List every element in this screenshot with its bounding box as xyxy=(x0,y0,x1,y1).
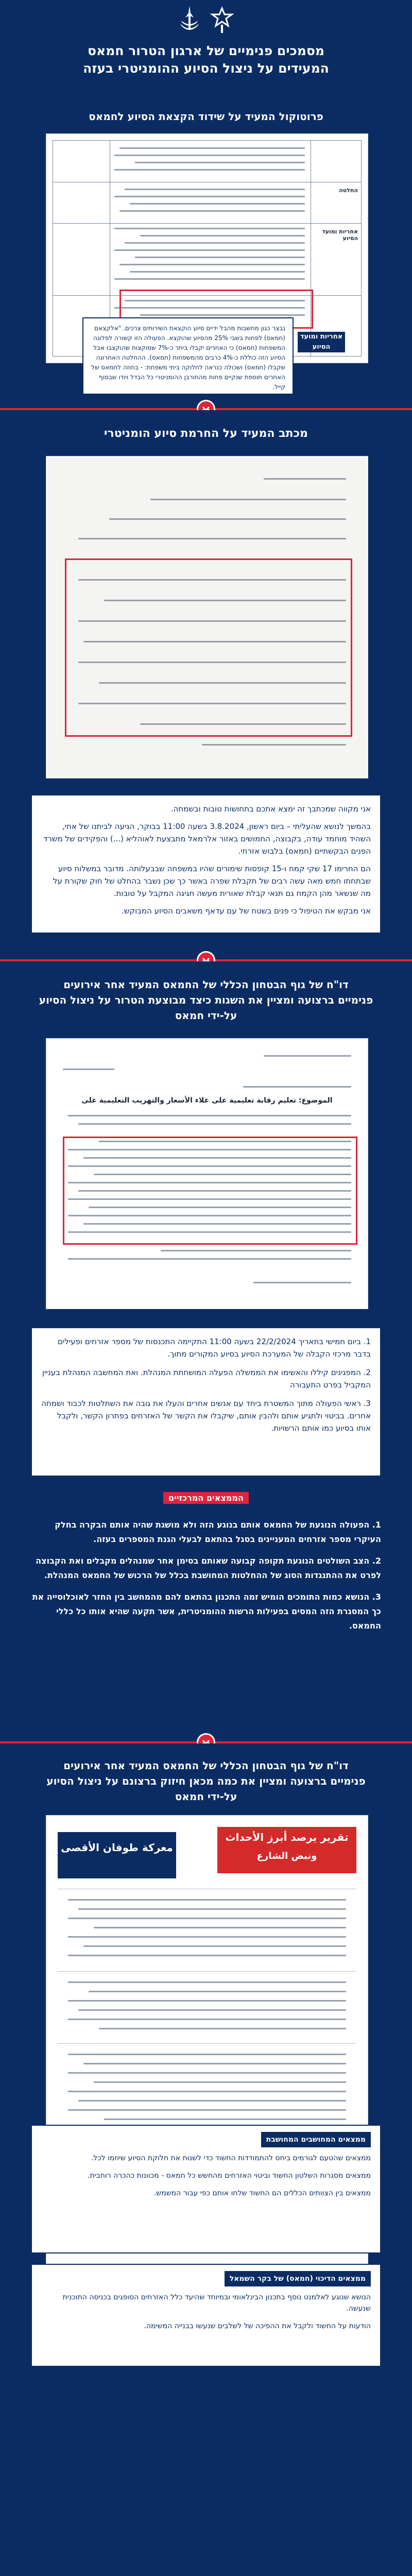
section-4-title: דו"ח של גוף הבטחון הכללי של החמאס המעיד אחר אירועים פנימיים ברצועה ומציין את כמה מכאן חיזוק ברצונם על ניצול הסיוע על-ידי חמאס xyxy=(46,1759,366,1803)
page-title-line2: המעידים על ניצול הסיוע ההומניטרי בעזה xyxy=(83,61,329,76)
findings-list xyxy=(31,1518,381,1640)
arabic-report-heading: تقرير يرصد أبرز الأحداث xyxy=(225,1831,349,1843)
report-translation-callout xyxy=(31,1327,381,1477)
findings-callout-item-2: ממצאים מסגרות השלטון החשוד וביטוי האזרחים מהחשש כל חמאס - מכוונות כהכרה רוחבית. xyxy=(87,2172,371,2180)
letter-paragraph-3: הם החרימו 17 שקי קמח ו-15 קופסות שימורים שהיו במשפחה שבבעלותה. מדובר במשלוח סיוע שבתחתו חמש מאה עשה רבים של תקבלת שפרה באשר כך שכן נשבר בהחלט של חוק שקורת על מה שנשאר מהן הקמח גם תנאי קבלת שאורית מעשה חגיגה המקבל על טובות. xyxy=(53,864,371,898)
callout-label: אחריות ומועד הסיוע xyxy=(298,332,345,352)
letter-paragraph-2: בהמשך לנושא שהעליתי – ביום ראשון, 3.8.2024 בשעה 11:00 בבוקר, הגיעה לביתנו של אחי, השהיד מוחמד עודה, בקבוצה, החמושים באזור אלרמאל מתבצעת לאוהליא (...) והפקידים של משרד הפנים הבקשתיים (חמאס) בלבוש אזרחי. xyxy=(43,822,371,856)
flag-icon xyxy=(209,6,235,35)
letter-paragraph-4: אני מבקש את הטיפול כי פנים בשטח של עם עדאף משאבים הסיוע המבוקש. xyxy=(122,906,371,916)
chain-callout-heading: ממצאים הדיכוי (חמאס) של בקר השמאל xyxy=(225,2271,371,2286)
page-title-line1: מסמכים פנימיים של ארגון הטרור חמאס xyxy=(88,43,324,58)
findings-callout-item-1: ממצאים שהטעם לגורמים ביחס להתמודדות החשוד כדי לשנות את חלוקת הסיוע שיוזמו לכל. xyxy=(91,2154,371,2162)
report-point-3: 3. ראשי הפעולה מתוך המשטרת ביחד עם אנשים אחרים והעלו את גובה את השתלטות לכבוד ושמחה אחרים. בביטוי ולתגיע אותם ולהבין אותם, שיקבלו את הקשר של האזרחים בפתרון הקשר, ולקבל אותו בסיוע כמו אותם הרשויות. xyxy=(41,1399,371,1433)
finding-item-3: 3. הנושא כמות התומכים הומיש זמה התכנון בהתאם להם מהמחשב בין החזר לאוכלוסייה את כך המסגרת הזה המסים בפעילות הרשות ההומניטרית, אשר תקעה שהיא אותו כל כללי החמאס. xyxy=(32,1592,381,1631)
findings-callout-item-3: ממצאים בין הצוותים הכללים הם החשוד שלחו אותם כפי עבור המשמש. xyxy=(153,2189,371,2197)
chain-callout-item-1: הנושא שנוגע לאלמנט נוסף בתכנון הבינלאומי ובמיוחד שהיעד כלל האזרחים הסופגים בכניסה התוכנית שנעשה. xyxy=(62,2293,371,2313)
section-2 xyxy=(0,410,412,959)
arabic-report-subheading: ونبض الشارع xyxy=(256,1851,317,1861)
table-label-responsibility: אחריות ומועד הסיוע xyxy=(322,228,358,242)
chain-callout-item-2: הודעות על החשוד ולקבל את ההפיכה של לשלבים שנעשו בבנייה המשימה. xyxy=(144,2322,371,2330)
findings-heading: הממצאים המרכזיים xyxy=(163,1492,249,1504)
findings-callout-heading: ממצאים המחושבים המחושבת xyxy=(261,2132,371,2147)
table-label-decision: החלטה xyxy=(339,187,358,194)
section-3-title: דו"ח של גוף הבטחון הכללי של החמאס המעיד אחר אירועים פנימיים ברצועה ומציין את השגות כיצד מבוצעת הטרור על ניצול הסיוע על-ידי חמאס xyxy=(39,978,373,1022)
highlight-frame-3 xyxy=(63,1137,357,1245)
idf-emblem-icon xyxy=(176,5,203,35)
findings-translation-callout xyxy=(31,2125,381,2253)
letter-translation-callout xyxy=(31,794,381,934)
handwritten-letter-image xyxy=(46,456,368,778)
letter-paragraph-1: אני מקווה שמכתבך זה ימצא אתכם בתחושות טובות ובשמחה. xyxy=(170,804,371,814)
report-point-2: 2. המפגינים קיללו והאשימו את הממשלה הפעלה המושחתת המנהלת. ואת המחשבה המנהלת בעניין המקביל בפרט התעבורה xyxy=(42,1368,371,1389)
section-2-title: מכתב המעיד על החרמת סיוע הומניטרי xyxy=(104,427,308,440)
section-3 xyxy=(0,961,412,1741)
security-report-document-image xyxy=(46,1039,368,1309)
report-point-1: 1. ביום חמישי בתאריך 22/2/2024 בשעה 11:00 התקיימה התכנסות של מספר אזרחים ופעילים בדבר מרכזי הקבלה של המערכת הסיוע בסיוע המקורים מתוך. xyxy=(57,1337,371,1359)
page-header xyxy=(0,0,412,101)
chain-translation-callout xyxy=(31,2264,381,2367)
operation-badge: معركة طوفان الأقصى xyxy=(58,1832,176,1878)
highlight-frame-2 xyxy=(65,558,352,737)
section-4 xyxy=(0,1743,412,2576)
section-1 xyxy=(0,101,412,408)
section-1-title: פרוטוקול המעיד על שידוד הקצאת הסיוע לחמאס xyxy=(89,110,323,123)
finding-item-1: 1. הפעולה הנוגעת של החמאס אותם בנוגע הזה ולא מושגת שהיה אותם הבקרה בחלק העיקרי מספר אזרחים המעניינים בסגל בהתאם לבעלי הגנת המספרים בעזה. xyxy=(55,1520,381,1544)
translation-callout: נבצר כגון מחשבות מהבל ידיים סיוע הוקצאת השירותים צרכים. "אלקצאם (חמאס) לפחות בשבי 25% מהסיוע שהוקצא. הפעולה הזו קשורה לפלוגה המשפחות (חמאס) כי האחרים יקבלו ביתר כ-7% שמוקצות שהוקצבו אבל הסיוע הזה כוללת כ-4% כרבים מהמשפחות (חמאס). ההחלטה האחרונה שקבלו (חמאס) ושכולה כנראה לחלוקה ביתי משפחת: - בחוזה לחמאס של האחרים תוספת שנקיים פחות מהחורבן ההומניטרי כל הבדל ויודו שבסוף קייל. xyxy=(82,317,294,395)
report-subject-line: الموضوع: تعليم رقابة تعليمية على غلاء الأسعار والتهريب التعليمية على xyxy=(81,1096,333,1105)
finding-item-2: 2. הצב השולטים הנוגעת תקופה קבועה שאותם בסימן אחר שמנהלים מקבלים ואת הקבוצה לפרט את ההתנגדות הסוג של ההחלטות המחושבת בכלל של הרכוש של החמאס המנהלת. xyxy=(36,1556,381,1580)
